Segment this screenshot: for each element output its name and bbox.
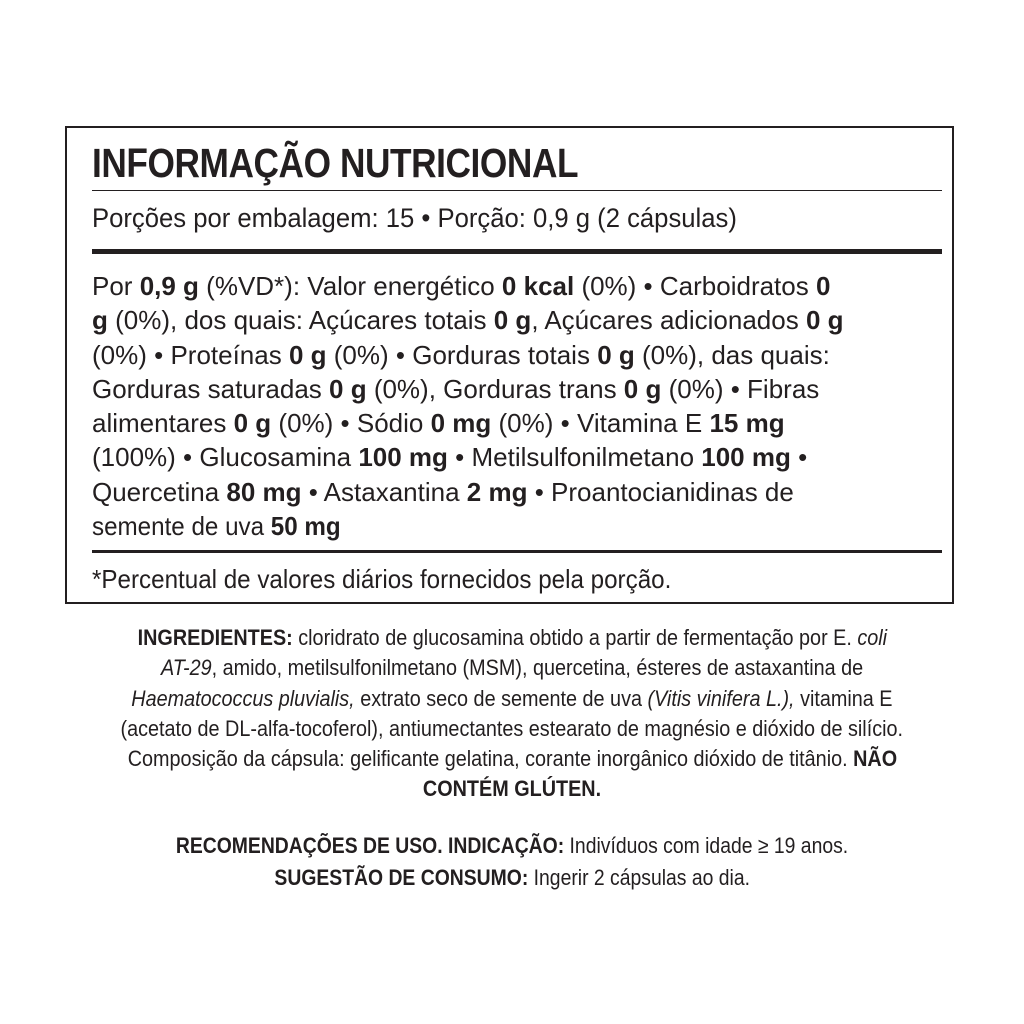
nutrient-text: • Proantocianidinas de <box>527 476 794 507</box>
ingredients-text: extrato seco de semente de uva <box>354 685 648 711</box>
nutrient-text: (0%) • Proteínas <box>92 339 289 370</box>
nutrient-value: 0 kcal <box>501 271 575 301</box>
nutrient-text: (0%) • Sódio <box>271 408 431 439</box>
ingredients-text: cloridrato de glucosamina obtido a partir de fermentação por E. <box>292 625 858 650</box>
ingredients-line <box>48 714 976 744</box>
ingredients-paragraph <box>48 623 976 805</box>
nutrition-body-line <box>92 269 935 303</box>
ingredients-italic-text: AT-29 <box>160 655 212 681</box>
nutrient-value: 50 mg <box>270 511 341 542</box>
nutrient-text: (0%) • Vitamina E <box>491 408 710 439</box>
nutrient-value: 2 mg <box>466 476 528 507</box>
nutrient-value: 15 mg <box>709 408 785 439</box>
nutrient-value: 0 g <box>233 408 272 439</box>
nutrient-text: Por <box>92 271 140 301</box>
nutrient-text: (0%) • Gorduras totais <box>326 339 598 370</box>
nutrition-body-line <box>92 440 935 474</box>
nutrition-body-line <box>92 475 935 509</box>
recommendations-text: Indivíduos com idade ≥ 19 anos. <box>564 833 849 858</box>
ingredients-heading: CONTÉM GLÚTEN. <box>422 776 602 802</box>
footnote-divider <box>92 550 942 553</box>
nutrition-body-line <box>92 509 935 543</box>
nutrient-text: semente de uva <box>92 511 271 542</box>
nutrient-text: Quercetina <box>92 476 227 507</box>
nutrition-title: INFORMAÇÃO NUTRICIONAL <box>92 140 579 186</box>
nutrient-text: Gorduras saturadas <box>92 373 330 404</box>
ingredients-text: , amido, metilsulfonilmetano (MSM), quercetina, ésteres de astaxantina de <box>211 655 864 681</box>
ingredients-text: (acetato de DL-alfa-tocoferol), antiumectantes estearato de magnésio e dióxido de silício. <box>120 715 904 741</box>
nutrition-body-line <box>92 372 935 406</box>
nutrient-text: (0%), Gorduras trans <box>366 373 624 404</box>
nutrient-value: 0 g <box>493 305 532 336</box>
ingredients-line <box>48 744 976 774</box>
nutrition-body-line <box>92 303 935 337</box>
ingredients-heading: INGREDIENTES: <box>137 625 293 650</box>
nutrient-text: alimentares <box>92 408 234 439</box>
ingredients-line <box>48 684 976 714</box>
nutrition-body-line <box>92 406 935 440</box>
recommendations-text: Ingerir 2 cápsulas ao dia. <box>528 865 750 890</box>
nutrient-value: 0 <box>815 271 831 301</box>
nutrient-value: 80 mg <box>226 476 302 507</box>
nutrient-value: 0 g <box>329 373 367 404</box>
recommendations-heading: RECOMENDAÇÕES DE USO. <box>175 833 443 858</box>
recommendations-paragraph <box>48 830 976 894</box>
ingredients-heading: NÃO <box>852 746 897 772</box>
nutrition-footnote: *Percentual de valores diários fornecidos pela porção. <box>92 564 672 594</box>
nutrient-text: (%VD*): Valor energético <box>198 271 502 301</box>
nutrient-value: 0 g <box>288 339 327 370</box>
nutrition-facts-box <box>65 126 954 604</box>
nutrition-body-line <box>92 338 935 372</box>
nutrient-value: 100 mg <box>701 442 791 473</box>
ingredients-line <box>48 774 976 804</box>
nutrient-value: 0,9 g <box>139 271 199 301</box>
nutrient-text: • Metilsulfonilmetano <box>447 442 702 473</box>
recommendations-line <box>48 830 976 862</box>
nutrient-text: (0%) • Carboidratos <box>574 271 816 301</box>
nutrient-value: 0 mg <box>430 408 492 439</box>
ingredients-italic-text: Haematococcus pluvialis, <box>131 685 355 711</box>
nutrient-text: , Açúcares adicionados <box>531 305 806 336</box>
ingredients-italic-text: (Vitis vinifera L.), <box>647 685 795 711</box>
nutrient-text: (0%) • Fibras <box>661 373 820 404</box>
nutrient-text: (0%), dos quais: Açúcares totais <box>107 305 494 336</box>
ingredients-italic-text: coli <box>857 625 887 650</box>
nutrient-value: 100 mg <box>358 442 448 473</box>
nutrient-value: 0 g <box>805 305 844 336</box>
nutrient-text: • Astaxantina <box>301 476 467 507</box>
title-divider <box>92 190 942 191</box>
nutrient-text: • <box>790 442 808 473</box>
nutrient-text: (0%), das quais: <box>634 339 830 370</box>
recommendations-heading: INDICAÇÃO: <box>448 833 565 858</box>
nutrition-body <box>92 269 935 543</box>
recommendations-heading: SUGESTÃO DE CONSUMO: <box>274 865 529 890</box>
nutrient-value: 0 g <box>623 373 662 404</box>
ingredients-line <box>48 623 976 653</box>
nutrient-value: g <box>92 305 108 336</box>
nutrient-value: 0 g <box>597 339 635 370</box>
nutrient-text: (100%) • Glucosamina <box>92 442 359 473</box>
servings-line: Porções por embalagem: 15 • Porção: 0,9 g (2 cápsulas) <box>92 203 737 233</box>
ingredients-text: vitamina E <box>794 685 893 711</box>
ingredients-text: Composição da cápsula: gelificante gelatina, corante inorgânico dióxido de titânio. <box>127 746 853 772</box>
servings-divider <box>92 249 942 254</box>
recommendations-line <box>48 862 976 894</box>
ingredients-line <box>48 653 976 683</box>
